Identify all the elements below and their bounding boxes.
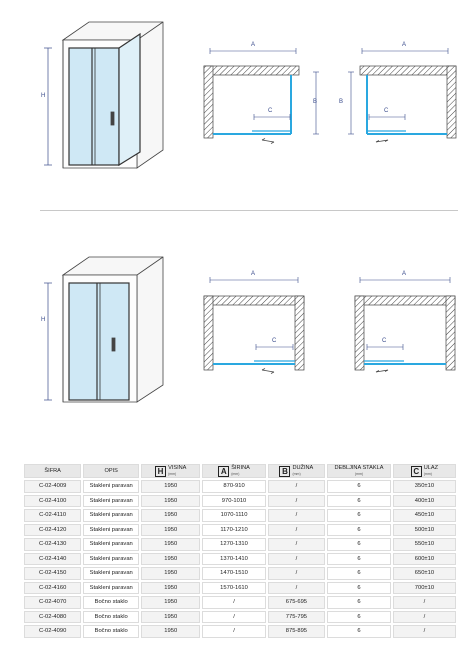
c-icon: C bbox=[411, 466, 422, 477]
cell-duzina: / bbox=[268, 567, 325, 580]
cell-ulaz: 700±10 bbox=[393, 582, 456, 595]
cell-duzina: / bbox=[268, 538, 325, 551]
cell-visina: 1950 bbox=[141, 538, 200, 551]
cell-ulaz: / bbox=[393, 625, 456, 638]
cell-duzina: 875-895 bbox=[268, 625, 325, 638]
height-dimension-1 bbox=[44, 48, 52, 165]
spec-table bbox=[22, 462, 458, 640]
cell-opis: Stakleni paravan bbox=[83, 553, 139, 566]
cell-visina: 1950 bbox=[141, 582, 200, 595]
cell-opis: Stakleni paravan bbox=[83, 567, 139, 580]
cell-opis: Bočno staklo bbox=[83, 596, 139, 609]
cell-opis: Bočno staklo bbox=[83, 625, 139, 638]
cell-sifra: C-02-4160 bbox=[24, 582, 81, 595]
cell-sifra: C-02-4100 bbox=[24, 495, 81, 508]
cell-sifra: C-02-4080 bbox=[24, 611, 81, 624]
cell-duzina: / bbox=[268, 480, 325, 493]
cell-visina: 1950 bbox=[141, 480, 200, 493]
cell-duzina: / bbox=[268, 509, 325, 522]
table-row bbox=[24, 538, 456, 551]
cell-sifra: C-02-4070 bbox=[24, 596, 81, 609]
cell-opis: Stakleni paravan bbox=[83, 480, 139, 493]
height-dimension-2 bbox=[44, 283, 52, 400]
dim-label-a: A bbox=[251, 42, 256, 48]
cell-duzina: / bbox=[268, 524, 325, 537]
col-header-debljina: DEBLJINA STAKLA (mm) bbox=[327, 464, 391, 478]
cell-visina: 1950 bbox=[141, 509, 200, 522]
dim-label-a: A bbox=[251, 271, 256, 277]
cell-visina: 1950 bbox=[141, 553, 200, 566]
cell-ulaz: 550±10 bbox=[393, 538, 456, 551]
table-row bbox=[24, 553, 456, 566]
cell-sirina: 1170-1210 bbox=[202, 524, 265, 537]
plan-view-niche-left bbox=[204, 277, 304, 374]
cell-sifra: C-02-4150 bbox=[24, 567, 81, 580]
cell-debljina: 6 bbox=[327, 524, 391, 537]
col-header-visina: H VISINA (mm) bbox=[141, 464, 200, 478]
cell-debljina: 6 bbox=[327, 582, 391, 595]
table-row bbox=[24, 480, 456, 493]
cell-opis: Stakleni paravan bbox=[83, 538, 139, 551]
cell-debljina: 6 bbox=[327, 625, 391, 638]
b-icon: B bbox=[279, 466, 290, 477]
dim-label-c: C bbox=[268, 108, 273, 114]
cell-debljina: 6 bbox=[327, 495, 391, 508]
cell-sirina: / bbox=[202, 625, 265, 638]
cell-debljina: 6 bbox=[327, 553, 391, 566]
dim-label-a: A bbox=[402, 271, 407, 277]
a-icon: A bbox=[218, 466, 229, 477]
cell-duzina: / bbox=[268, 495, 325, 508]
cell-sifra: C-02-4110 bbox=[24, 509, 81, 522]
cell-duzina: 775-795 bbox=[268, 611, 325, 624]
table-row bbox=[24, 524, 456, 537]
dim-label-h: H bbox=[41, 317, 46, 323]
cell-ulaz: / bbox=[393, 611, 456, 624]
cell-ulaz: 450±10 bbox=[393, 509, 456, 522]
cell-sirina: 1070-1110 bbox=[202, 509, 265, 522]
dim-label-c: C bbox=[384, 108, 389, 114]
cell-sirina: / bbox=[202, 596, 265, 609]
cell-visina: 1950 bbox=[141, 524, 200, 537]
cell-sirina: 1270-1310 bbox=[202, 538, 265, 551]
cell-sirina: 870-910 bbox=[202, 480, 265, 493]
plan-view-niche-right bbox=[355, 277, 455, 372]
cell-debljina: 6 bbox=[327, 509, 391, 522]
cell-opis: Stakleni paravan bbox=[83, 495, 139, 508]
cell-opis: Stakleni paravan bbox=[83, 582, 139, 595]
cell-debljina: 6 bbox=[327, 596, 391, 609]
col-header-sifra: ŠIFRA bbox=[24, 464, 81, 478]
cell-visina: 1950 bbox=[141, 596, 200, 609]
dim-label-c: C bbox=[382, 338, 387, 344]
cell-sifra: C-02-4140 bbox=[24, 553, 81, 566]
col-header-duzina: B DUŽINA (mm) bbox=[268, 464, 325, 478]
niche-enclosure-3d bbox=[63, 257, 163, 402]
cell-ulaz: 350±10 bbox=[393, 480, 456, 493]
dim-label-b: B bbox=[339, 99, 344, 105]
cell-sifra: C-02-4009 bbox=[24, 480, 81, 493]
table-row bbox=[24, 495, 456, 508]
cell-sirina: / bbox=[202, 611, 265, 624]
cell-visina: 1950 bbox=[141, 495, 200, 508]
cell-duzina: / bbox=[268, 553, 325, 566]
section-divider bbox=[40, 210, 458, 211]
cell-sifra: C-02-4090 bbox=[24, 625, 81, 638]
cell-opis: Bočno staklo bbox=[83, 611, 139, 624]
cell-debljina: 6 bbox=[327, 480, 391, 493]
cell-ulaz: 400±10 bbox=[393, 495, 456, 508]
cell-sifra: C-02-4120 bbox=[24, 524, 81, 537]
cell-ulaz: 500±10 bbox=[393, 524, 456, 537]
cell-sirina: 970-1010 bbox=[202, 495, 265, 508]
table-row bbox=[24, 596, 456, 609]
cell-ulaz: 650±10 bbox=[393, 567, 456, 580]
cell-visina: 1950 bbox=[141, 611, 200, 624]
cell-duzina: 675-695 bbox=[268, 596, 325, 609]
cell-duzina: / bbox=[268, 582, 325, 595]
col-header-sirina: A ŠIRINA (mm) bbox=[202, 464, 265, 478]
cell-sirina: 1370-1410 bbox=[202, 553, 265, 566]
h-icon: H bbox=[155, 466, 166, 477]
table-row bbox=[24, 509, 456, 522]
dim-label-c: C bbox=[272, 338, 277, 344]
dim-label-h: H bbox=[41, 93, 46, 99]
dim-label-b: B bbox=[313, 99, 318, 105]
table-row bbox=[24, 625, 456, 638]
cell-visina: 1950 bbox=[141, 567, 200, 580]
cell-sifra: C-02-4130 bbox=[24, 538, 81, 551]
cell-ulaz: 600±10 bbox=[393, 553, 456, 566]
corner-enclosure-3d bbox=[63, 22, 163, 168]
cell-debljina: 6 bbox=[327, 567, 391, 580]
table-row bbox=[24, 582, 456, 595]
table-row bbox=[24, 567, 456, 580]
cell-sirina: 1570-1610 bbox=[202, 582, 265, 595]
cell-ulaz: / bbox=[393, 596, 456, 609]
cell-visina: 1950 bbox=[141, 625, 200, 638]
table-header-row bbox=[24, 464, 456, 478]
dim-label-a: A bbox=[402, 42, 407, 48]
cell-opis: Stakleni paravan bbox=[83, 509, 139, 522]
cell-debljina: 6 bbox=[327, 538, 391, 551]
plan-view-corner-right bbox=[348, 48, 456, 142]
cell-debljina: 6 bbox=[327, 611, 391, 624]
table-row bbox=[24, 611, 456, 624]
cell-opis: Stakleni paravan bbox=[83, 524, 139, 537]
cell-sirina: 1470-1510 bbox=[202, 567, 265, 580]
plan-view-corner-left bbox=[204, 48, 319, 144]
col-header-opis: OPIS bbox=[83, 464, 139, 478]
col-header-ulaz: C ULAZ (mm) bbox=[393, 464, 456, 478]
